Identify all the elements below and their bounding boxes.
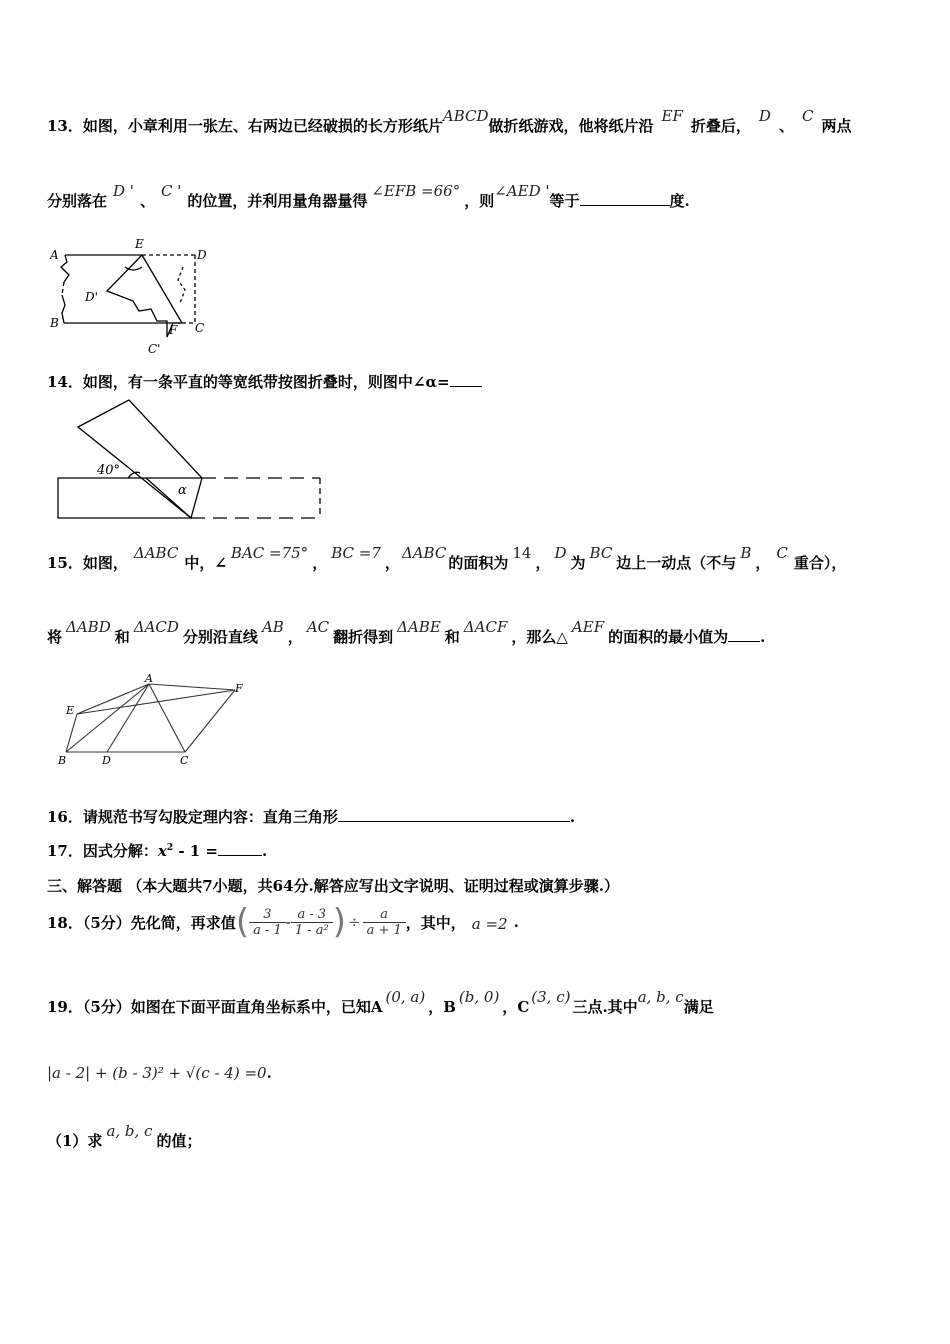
label-E: E [135, 237, 144, 251]
q15-line1: 15．如图，ΔABC中，∠BAC =75°，BC =7，ΔABC的面积为14，D为BC边上一动点（不与B，C重合）， [47, 544, 847, 572]
q15-figure [52, 672, 252, 770]
q13-line2: 分别落在D '、C '的位置，并利用量角器量得∠EFB =66°，则∠AED '等于 度. [47, 182, 690, 210]
label-D: D [197, 248, 207, 262]
q19-part1: （1）求a, b, c的值； [47, 1122, 202, 1150]
answer-blank-17[interactable] [218, 841, 262, 856]
q16-line: 16．请规范书写勾股定理内容：直角三角形 . [47, 808, 576, 826]
angle-40-label: 40° [97, 463, 121, 478]
q13-number: 13． [47, 117, 83, 135]
q15-line2: 将ΔABD和ΔACD分别沿直线AB，AC翻折得到ΔABE和ΔACF，那么△AEF的面积的最小值为 . [47, 618, 766, 646]
q14-line: 14．如图，有一条平直的等宽纸带按图折叠时，则图中∠α= [47, 371, 482, 392]
alpha-label: α [178, 483, 187, 498]
label-C-prime: C' [148, 342, 161, 356]
q14-figure [50, 398, 325, 526]
answer-blank-15[interactable] [728, 627, 760, 642]
label-B: B [58, 754, 67, 767]
q19-equation-line: |a - 2| + (b - 3)² + √(c - 4) =0. [47, 1064, 272, 1082]
fraction-1: $\frac{3}{a - 1}$ [249, 907, 286, 938]
answer-blank-13[interactable] [580, 191, 670, 206]
label-A: A [50, 248, 59, 262]
label-C: C [195, 321, 205, 335]
q13-figure [45, 235, 225, 357]
answer-blank-14[interactable] [450, 372, 482, 387]
q17-line: 17．因式分解：$x^2 - 1$ = . [47, 842, 268, 860]
label-F: F [235, 682, 243, 695]
answer-blank-16[interactable] [338, 807, 570, 822]
q13-line1: 13．如图，小章利用一张左、右两边已经破损的长方形纸片ABCD做折纸游戏，他将纸片沿EF折叠后，D、C两点 [47, 107, 852, 135]
fraction-3: $\frac{a}{a + 1}$ [363, 907, 406, 938]
q18-line: 18．（5分）先化简，再求值 ( $\frac{3}{a - 1}$ - $\frac{a - 3}{\text{1 - a²}}$ ) ÷ $\frac{a}{a + 1}$ ，其中， a =2 . [47, 902, 519, 942]
label-F: F [169, 323, 178, 337]
label-D: D [102, 754, 111, 767]
section-3-heading: 三、解答题 （本大题共7小题，共64分.解答应写出文字说明、证明过程或演算步骤.） [47, 877, 619, 895]
label-A: A [145, 672, 153, 685]
label-B: B [50, 316, 59, 330]
q19-line1: 19．（5分）如图在下面平面直角坐标系中，已知A(0, a)，B(b, 0)，C(3, c)三点.其中a, b, c满足 [47, 988, 714, 1016]
q19-equation: |a - 2| + (b - 3)² + √(c - 4) =0 [47, 1064, 267, 1082]
label-C: C [180, 754, 189, 767]
label-D-prime: D' [85, 290, 98, 304]
fraction-2: $\frac{a - 3}{\text{1 - a²}}$ [291, 907, 333, 938]
label-E: E [66, 704, 75, 717]
